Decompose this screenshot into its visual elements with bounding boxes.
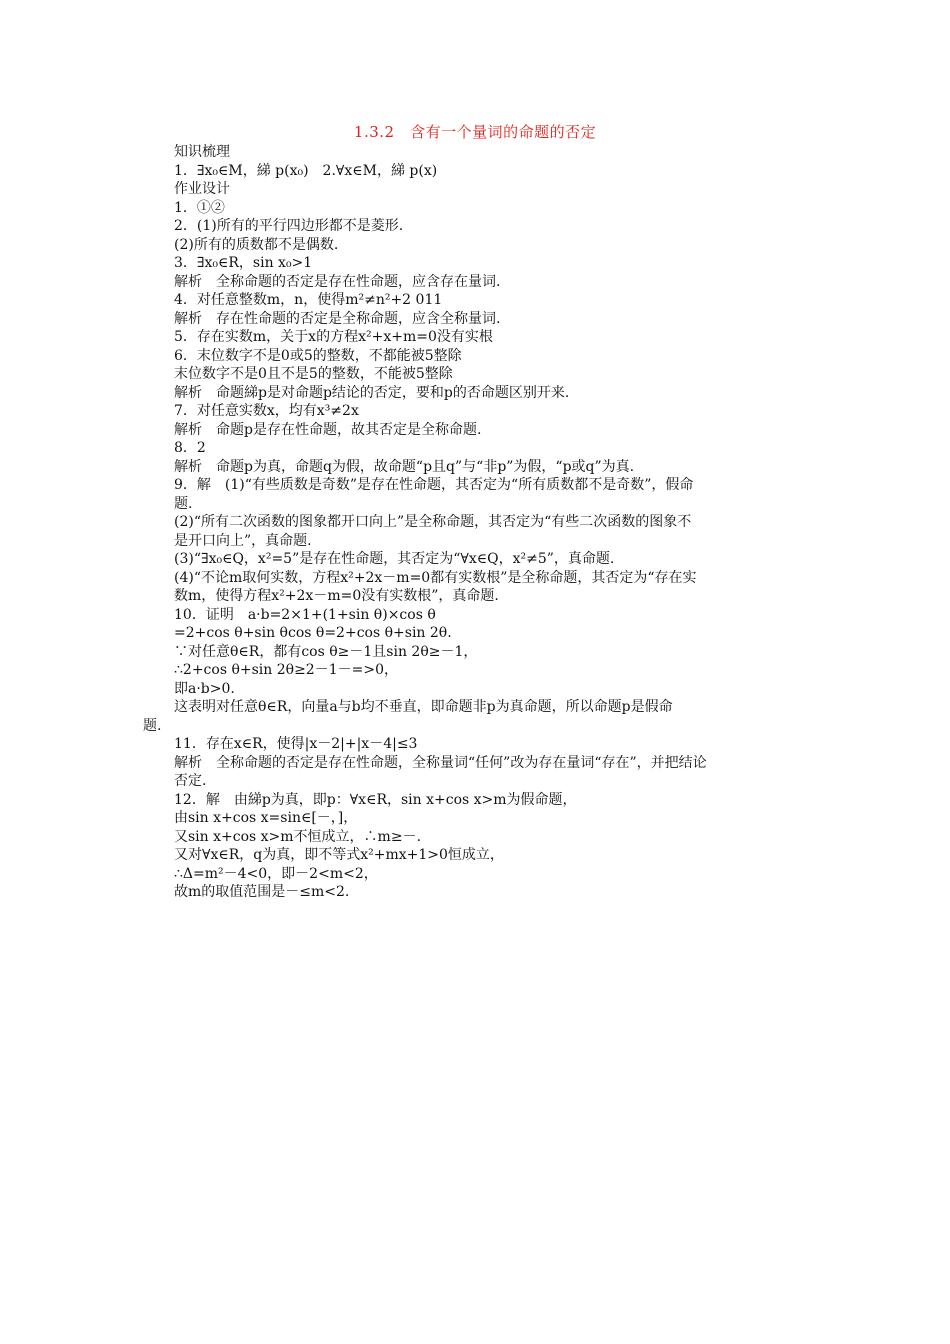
text-line: 8．2 <box>174 440 206 456</box>
text-line: ∴Δ=m²－4<0，即－2<m<2， <box>174 865 378 882</box>
text-line: ∴2+cos θ+sin 2θ≥2－1－=>0， <box>174 662 398 678</box>
text-line: (2)所有的质数都不是偶数. <box>174 236 339 253</box>
text-line: 5．存在实数m，关于x的方程x²+x+m=0没有实根 <box>174 329 493 345</box>
section-title: 1.3.2 含有一个量词的命题的否定 <box>353 123 597 141</box>
text-line: 9．解 (1)“有些质数是奇数”是存在性命题，其否定为“所有质数都不是奇数”，假命 <box>174 477 694 493</box>
text-line: 6．末位数字不是0或5的整数，不都能被5整除 <box>174 347 462 364</box>
text-line: 作业设计 <box>174 181 230 197</box>
text-line: 是开口向上”，真命题. <box>174 532 312 549</box>
text-line: 故m的取值范围是－≤m<2. <box>174 884 350 900</box>
text-line: 1．①② <box>174 199 225 216</box>
text-line: 7．对任意实数x，均有x³≠2x <box>174 403 359 419</box>
text-line: 又sin x+cos x>m不恒成立，∴m≥－. <box>174 828 422 845</box>
text-line: 这表明对任意θ∈R，向量a与b均不垂直，即命题非p为真命题，所以命题p是假命 <box>174 699 673 715</box>
text-line: 解析 命题綈p是对命题p结论的否定，要和p的否命题区别开来. <box>174 384 570 401</box>
text-line: 解析 全称命题的否定是存在性命题，全称量词“任何”改为存在量词“存在”，并把结论 <box>174 754 707 771</box>
answer-body <box>143 143 814 902</box>
text-line: (3)“∃x₀∈Q，x²=5”是存在性命题，其否定为“∀x∈Q，x²≠5”，真命题. <box>174 551 615 567</box>
text-line: 12．解 由綈p为真，即p：∀x∈R，sin x+cos x>m为假命题， <box>174 791 577 808</box>
text-line: (2)“所有二次函数的图象都开口向上”是全称命题，其否定为“有些二次函数的图象不 <box>174 514 692 530</box>
text-line: 末位数字不是0且不是5的整数，不能被5整除 <box>174 366 453 382</box>
text-line: 题. <box>174 495 193 512</box>
text-line: 解析 存在性命题的否定是全称命题，应含全称量词. <box>174 310 501 327</box>
text-line: 2．(1)所有的平行四边形都不是菱形. <box>174 218 404 234</box>
text-line: 解析 命题p是存在性命题，故其否定是全称命题. <box>174 421 482 438</box>
text-line: 又对∀x∈R，q为真，即不等式x²+mx+1>0恒成立， <box>174 847 504 863</box>
text-line: 知识梳理 <box>174 144 230 160</box>
text-line: 11．存在x∈R，使得|x－2|+|x－4|≤3 <box>174 736 418 752</box>
text-line: 4．对任意整数m，n，使得m²≠n²+2 011 <box>174 292 443 308</box>
text-line: 10．证明 a·b=2×1+(1+sin θ)×cos θ <box>174 606 436 623</box>
text-line: 解析 命题p为真，命题q为假，故命题“p且q”与“非p”为假，“p或q”为真. <box>174 458 635 475</box>
text-line: 3．∃x₀∈R，sin x₀>1 <box>174 255 313 271</box>
text-line: =2+cos θ+sin θcos θ=2+cos θ+sin 2θ. <box>174 625 452 641</box>
text-line: ∵对任意θ∈R，都有cos θ≥－1且sin 2θ≥－1， <box>174 643 478 660</box>
text-line: 1．∃x₀∈M，綈 p(x₀) 2.∀x∈M，綈 p(x) <box>174 162 438 179</box>
text-line: 题. <box>143 717 162 734</box>
text-line: (4)“不论m取何实数，方程x²+2x－m=0都有实数根”是全称命题，其否定为“存在实 <box>174 569 697 586</box>
text-line: 否定. <box>174 773 207 789</box>
text-line: 即a·b>0. <box>174 680 235 697</box>
text-line: 解析 全称命题的否定是存在性命题，应含存在量词. <box>174 273 501 290</box>
text-line: 由sin x+cos x=sin∈[－，]， <box>174 810 358 826</box>
text-line: 数m，使得方程x²+2x－m=0没有实数根”，真命题. <box>174 588 499 604</box>
